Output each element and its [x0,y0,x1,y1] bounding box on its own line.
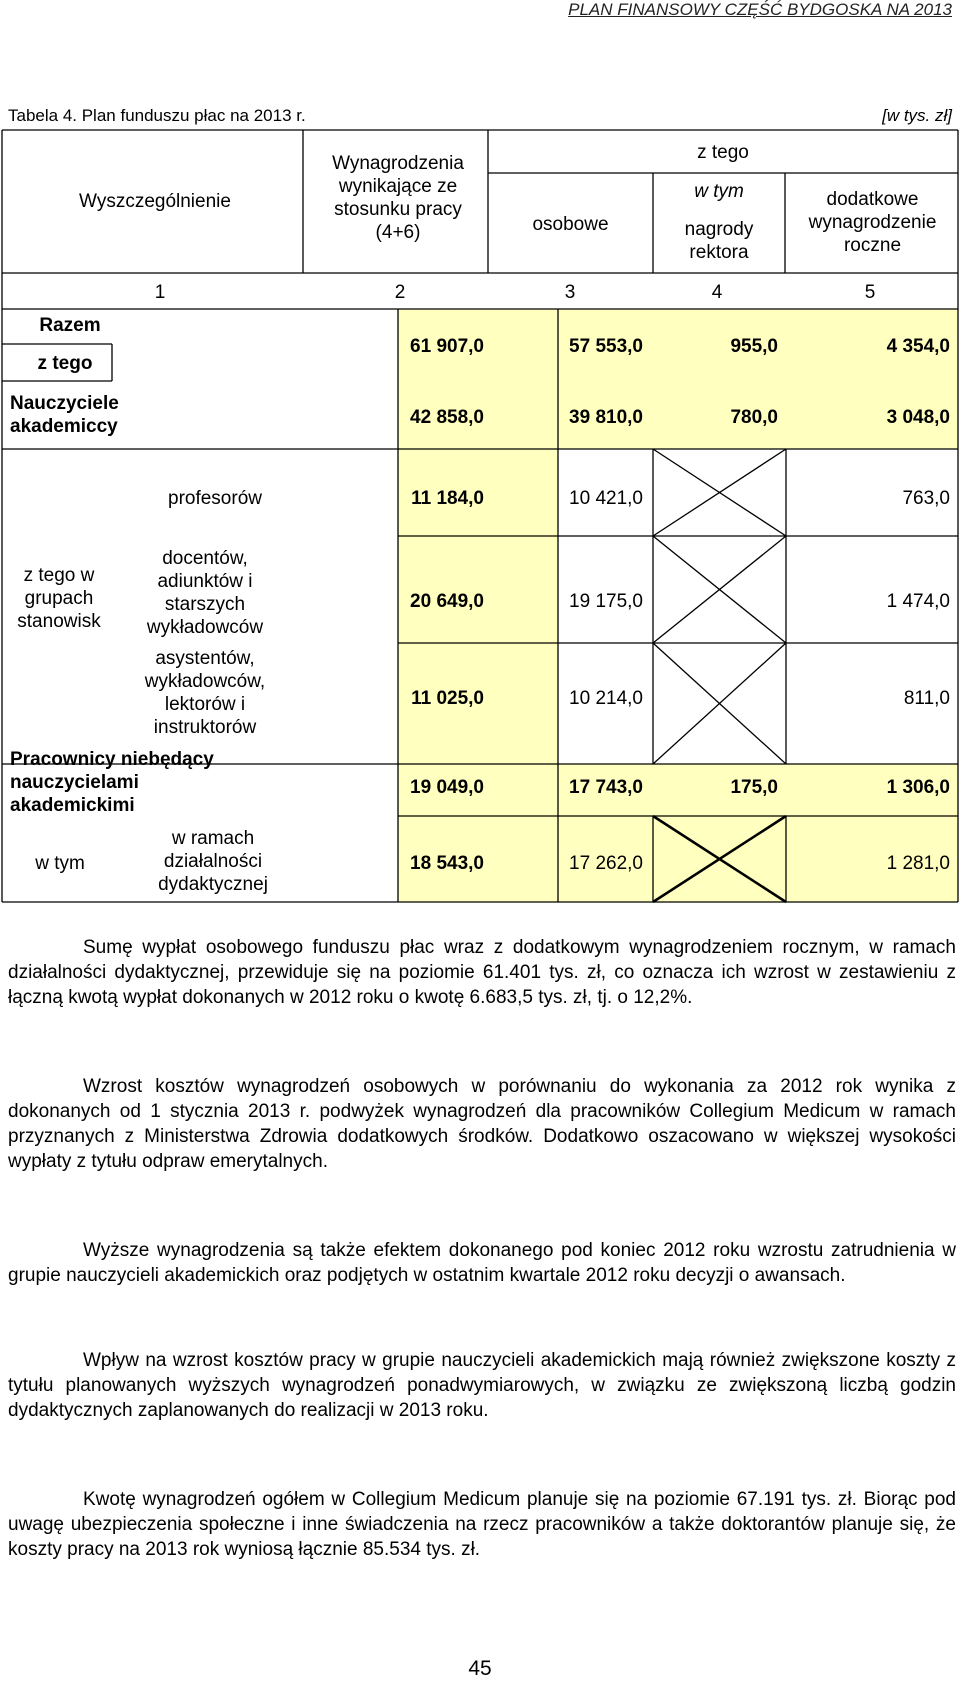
cell-academic-additional: 3 048,0 [886,407,950,428]
row-label-including: w tym [35,853,85,874]
row-label-academic: Nauczyciele akademiccy [10,393,119,437]
col-number-4: 4 [711,282,723,303]
cell-didactic-additional: 1 281,0 [886,853,950,874]
cell-docents-additional: 1 474,0 [886,591,950,612]
paragraph-3: Wyższe wynagrodzenia są także efektem dokonanego pod koniec 2012 roku wzrostu zatrudnienia w grupie nauczycieli akademickich oraz podjętych w ostatnim kwartale 2012 roku decyzji o awansach. [8,1240,956,1286]
col-header-spec: Wyszczególnienie [79,191,231,212]
col-header-wages: Wynagrodzenia wynikające ze stosunku pracy (4+6) [332,153,464,243]
table-caption: Tabela 4. Plan funduszu płac na 2013 r. [8,106,306,125]
cell-academic-personal: 39 810,0 [569,407,643,428]
col-header-rector-awards: nagrody rektora [684,219,754,263]
cell-academic-wages: 42 858,0 [410,407,484,428]
row-label-groups: z tego w grupach stanowisk [17,565,101,632]
row-label-non-academic: Pracownicy niebędący nauczycielami akademickimi [10,749,214,816]
cell-professors-additional: 763,0 [902,488,950,509]
cell-nonacademic-awards: 175,0 [730,777,778,798]
col-header-additional: dodatkowe wynagrodzenie roczne [808,189,937,256]
col-number-1: 1 [154,282,166,303]
col-number-5: 5 [864,282,876,303]
row-label-professors: profesorów [168,488,262,509]
col-number-3: 3 [564,282,576,303]
cell-professors-personal: 10 421,0 [569,488,643,509]
cell-docents-personal: 19 175,0 [569,591,643,612]
cell-assistants-wages: 11 025,0 [411,688,484,709]
paragraph-5: Kwotę wynagrodzeń ogółem w Collegium Medicum planuje się na poziomie 67.191 tys. zł. Biorąc pod uwagę ubezpieczenia społeczne i inne świadczenia na rzecz pracowników a także doktorantów planuje się, że koszty pracy na 2013 rok wyniosą łącznie 85.534 tys. zł. [8,1489,956,1560]
table-unit: [w tys. zł] [882,106,952,125]
cell-assistants-additional: 811,0 [903,688,950,709]
cell-total-wages: 61 907,0 [410,336,484,357]
paragraph-1: Sumę wypłat osobowego funduszu płac wraz z dodatkowym wynagrodzeniem rocznym, w ramach działalności dydaktycznej, przewiduje się na poziomie 61.401 tys. zł, co oznacza ich wzrost w zestawieniu z łączną kwotą wypłat dokonanych w 2012 roku o kwotę 6.683,5 tys. zł, tj. o 12,2%. [8,937,956,1008]
cell-total-personal: 57 553,0 [569,336,643,357]
page-number: 45 [468,1657,492,1680]
row-label-total: Razem [39,315,101,336]
row-label-assistants: asystentów, wykładowców, lektorów i instruktorów [144,648,266,738]
cell-nonacademic-additional: 1 306,0 [886,777,950,798]
paragraph-4: Wpływ na wzrost kosztów pracy w grupie nauczycieli akademickich mają również zwiększone koszty z tytułu planowanych wyższych wynagrodzeń ponadwymiarowych, w związku ze zwiększoną liczbą godzin dydaktycznych zaplanowanych do realizacji w 2013 roku. [8,1350,956,1421]
cell-academic-awards: 780,0 [730,407,778,428]
cell-didactic-wages: 18 543,0 [410,853,484,874]
paragraph-2: Wzrost kosztów wynagrodzeń osobowych w porównaniu do wykonania za 2012 rok wynika z dokonanych od 1 stycznia 2013 r. podwyżek wynagrodzeń dla pracowników Collegium Medicum w ramach przyznanych z Ministerstwa Zdrowia dodatkowych środków. Dodatkowo oszacowano w większej wysokości wypłaty z tytułu odpraw emerytalnych. [8,1076,956,1172]
cell-total-additional: 4 354,0 [886,336,950,357]
row-label-docents: docentów, adiunktów i starszych wykładowców [146,548,264,638]
cell-assistants-personal: 10 214,0 [569,688,643,709]
row-label-didactic: w ramach działalności dydaktycznej [158,828,268,895]
cell-professors-wages: 11 184,0 [411,488,484,509]
cell-docents-wages: 20 649,0 [410,591,484,612]
cell-nonacademic-personal: 17 743,0 [569,777,643,798]
col-header-including: w tym [694,181,744,202]
col-number-2: 2 [394,282,406,303]
cell-nonacademic-wages: 19 049,0 [410,777,484,798]
col-header-personal: osobowe [532,214,609,235]
cell-total-awards: 955,0 [730,336,778,357]
page-header-title: PLAN FINANSOWY CZĘŚĆ BYDGOSKA NA 2013 [568,0,952,19]
row-label-of-which: z tego [37,353,93,374]
cell-didactic-personal: 17 262,0 [569,853,643,874]
col-header-of-which: z tego [697,142,749,163]
